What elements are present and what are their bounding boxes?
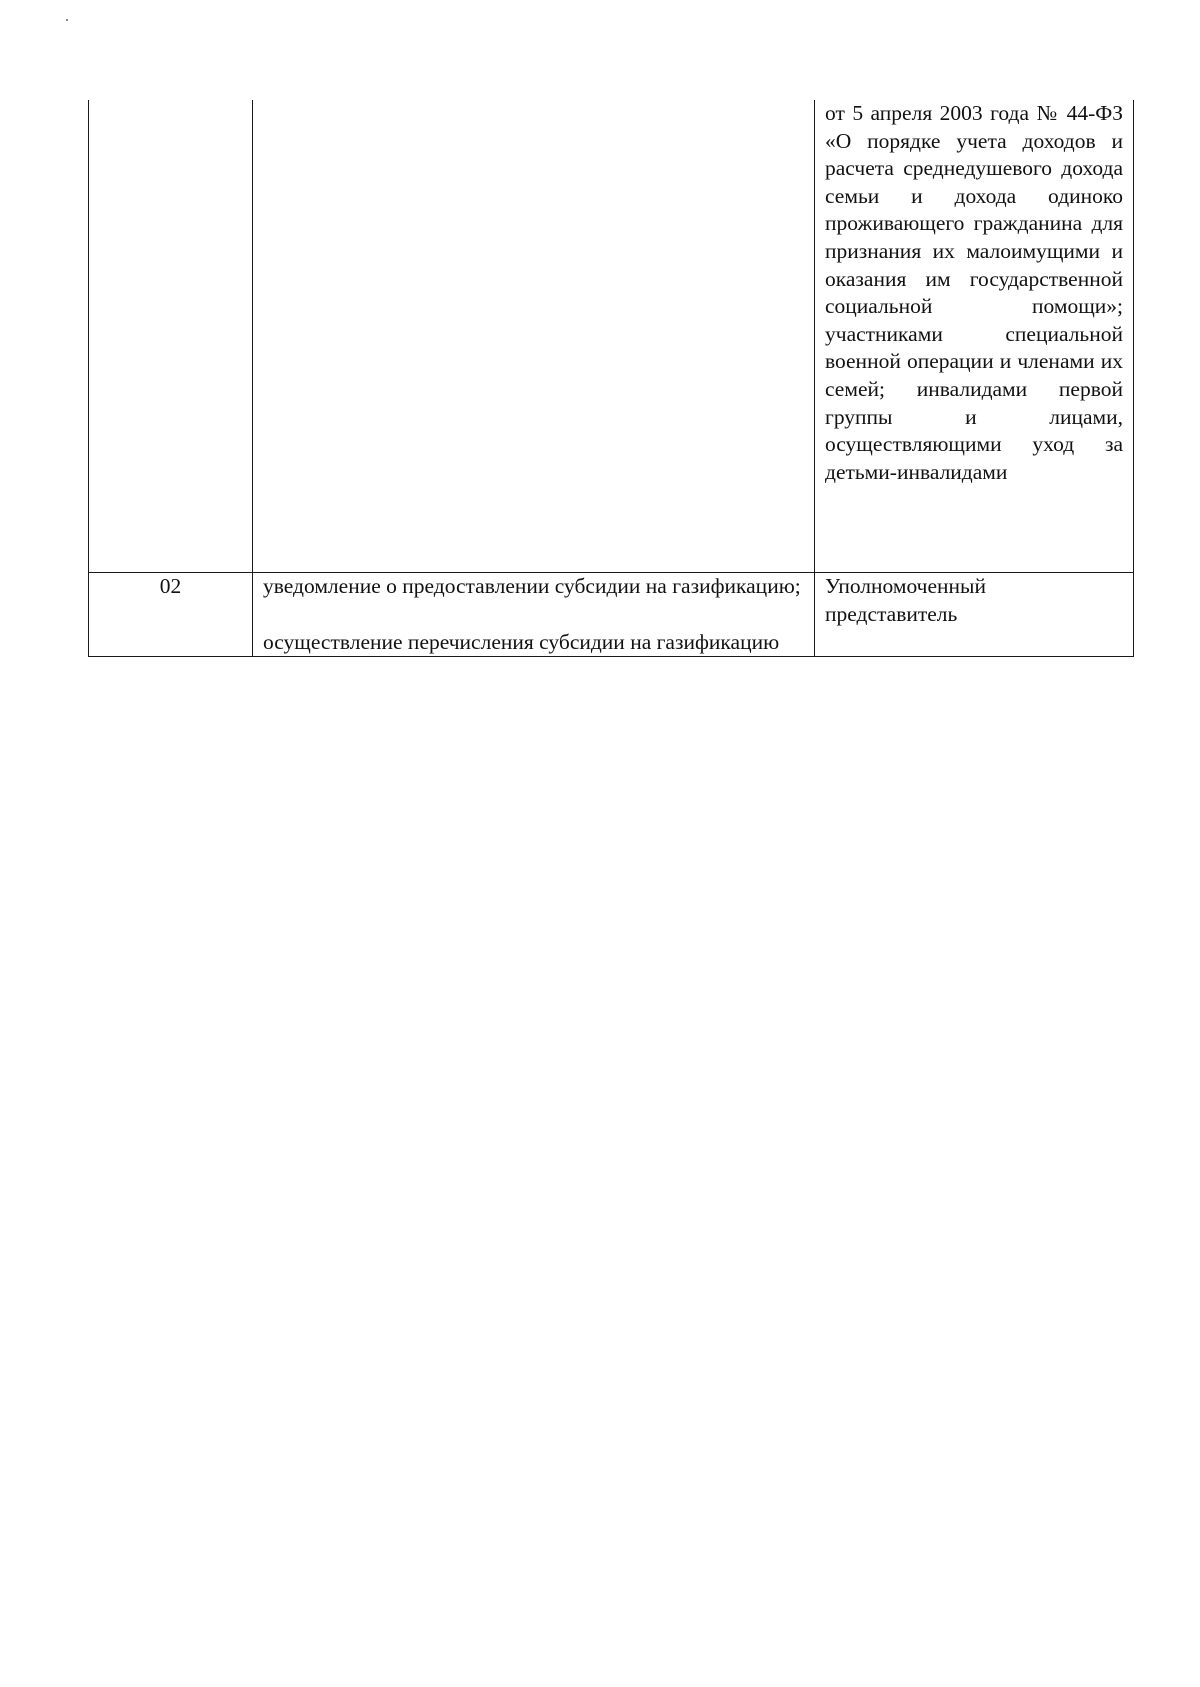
cell-number [89,100,253,573]
cell-action [253,100,815,573]
scan-speck [66,19,68,21]
cell-number-02: 02 [89,573,253,657]
action-notification: уведомление о предоставлении субсидии на газификацию; [263,574,801,598]
cell-performer-02: Уполномоченный представитель [815,573,1134,657]
cell-performer-continued: от 5 апреля 2003 года № 44-ФЗ «О порядке учета доходов и расчета среднедушевого дохода семьи и дохода одиноко проживающего гражданина для признания их малоимущими и оказания им государственной социальной помощи»; участниками специальной военной операции и членами их семей; инвалидами первой группы и лицами, осуществляющими уход за детьми-инвалидами [815,100,1134,573]
procedure-table [88,100,1134,657]
table-row-continued [89,100,1134,573]
cell-action-02 [253,573,815,657]
action-transfer: осуществление перечисления субсидии на газификацию [263,629,780,654]
table-row-02 [89,573,1134,657]
